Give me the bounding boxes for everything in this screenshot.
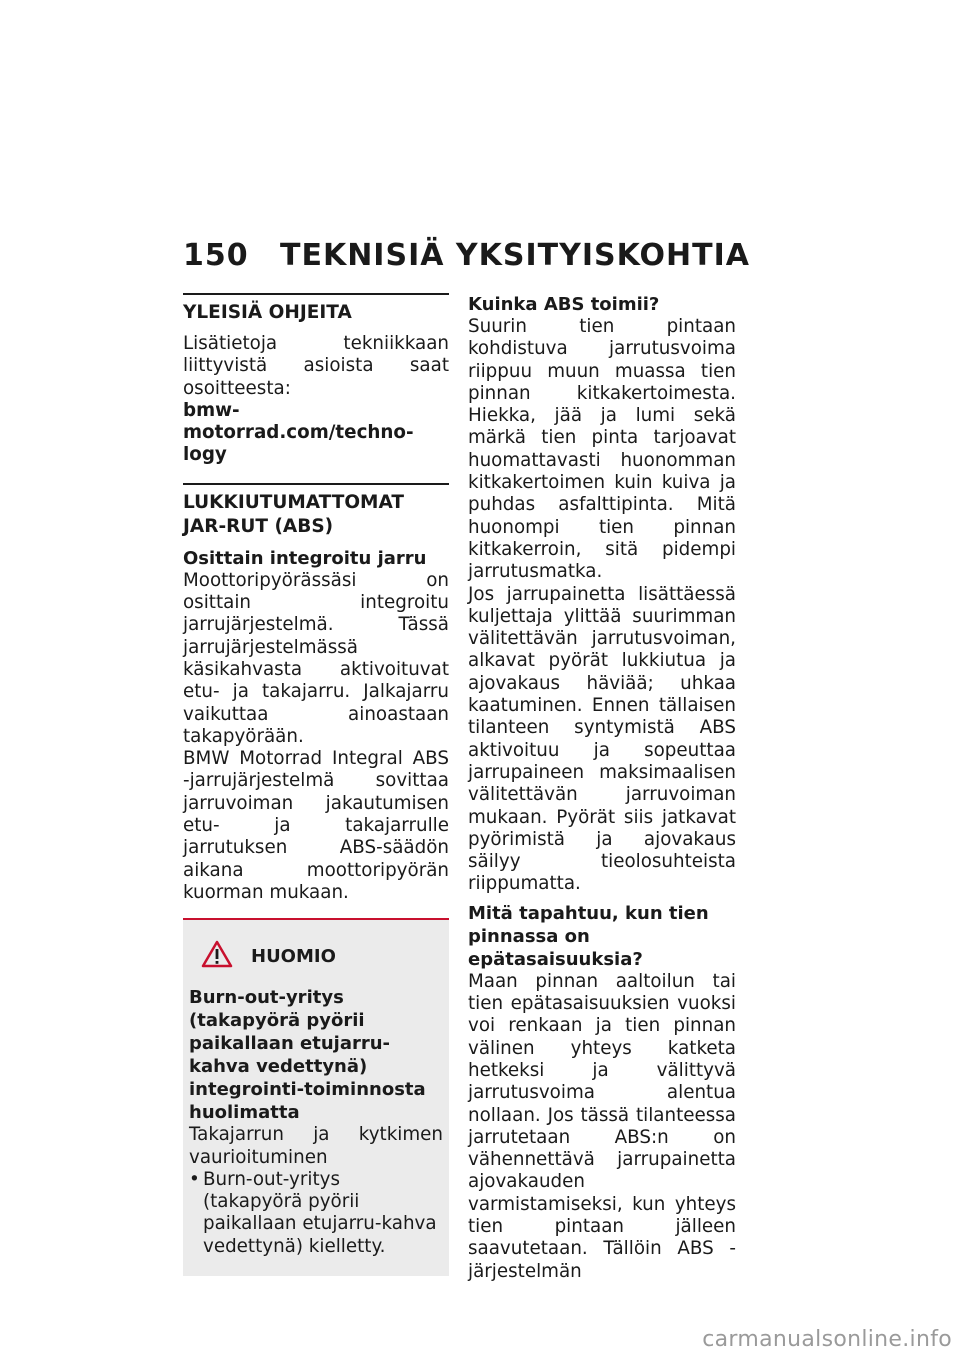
- notice-bullet-text: Burn-out-yritys (takapyörä pyörii paikallaan etujarru-kahva vedettynä) kielletty.: [203, 1168, 437, 1257]
- chapter-title: TEKNISIÄ YKSITYISKOHTIA: [280, 238, 750, 273]
- how-paragraph-1: Suurin tien pintaan kohdistuva jarrutusvoima riippuu muun muassa tien pinnan kitkakertoimesta. Hiekka, jää ja lumi sekä märkä tien pinta tarjoavat huomattavasti huonomman kitkakertoimen kuin kuiva ja puhdas asfalttipinta. Mitä huonompi tien pinnan kitkakerroin, sitä pidempi jarrutusmatka.: [468, 316, 736, 583]
- general-text: Lisätietoja tekniikkaan liittyvistä asioista saat osoitteesta:: [183, 333, 449, 399]
- page-number: 150: [183, 238, 249, 273]
- notice-heading: Burn-out-yritys (takapyörä pyörii paikallaan etujarru-kahva vedettynä) integrointi-toiminnosta huolimatta: [189, 987, 426, 1124]
- notice-box: [183, 918, 449, 1276]
- uneven-title: Mitä tapahtuu, kun tien pinnassa on epätasaisuuksia?: [468, 902, 709, 970]
- right-column: [468, 293, 736, 1283]
- abs-title: LUKKIUTUMATTOMAT JAR-RUT (ABS): [183, 491, 404, 537]
- bullet-icon: •: [189, 1168, 200, 1190]
- section-rule: [183, 293, 449, 295]
- notice-consequence: Takajarrun ja kytkimen vaurioituminen: [189, 1124, 443, 1168]
- page-header: [183, 238, 750, 273]
- how-paragraph-2: Jos jarrupainetta lisättäessä kuljettaja ylittää suurimman välitettävän jarrutusvoiman, alkavat pyörät lukkiutua ja ajovakaus häviää; uhkaa kaatuminen. Ennen tällaisen tilanteen syntymistä ABS aktivoituu ja sopeuttaa jarrupaineen maksimaalisen välitettävän jarruvoiman mukaan. Pyörät siis jatkavat pyörimistä ja ajovakaus säilyy tieolosuhteista riippumatta.: [468, 583, 736, 895]
- how-title: Kuinka ABS toimii?: [468, 294, 660, 315]
- notice-label: HUOMIO: [251, 945, 336, 967]
- left-column: [183, 293, 449, 1276]
- warning-triangle-icon: [201, 940, 251, 972]
- watermark: carmanualsonline.info: [702, 1327, 952, 1352]
- section-rule: [183, 483, 449, 485]
- general-title: YLEISIÄ OHJEITA: [183, 302, 352, 323]
- notice-header: [201, 940, 443, 972]
- uneven-paragraph-1: Maan pinnan aaltoilun tai tien epätasaisuuksien vuoksi voi renkaan ja tien pinnan välinen yhteys katketa hetkeksi ja välittyvä jarrutusvoima alentua nollaan. Jos tässä tilanteessa jarrutetaan ABS:n on vähennettävä jarrupainetta ajovakauden varmistamiseksi, kun yhteys tien pintaan jälleen saavutetaan. Tällöin ABS -järjestelmän: [468, 970, 736, 1282]
- abs-paragraph-2: BMW Motorrad Integral ABS -jarrujärjestelmä sovittaa jarruvoiman jakautumisen etu- ja takajarrulle jarrutuksen ABS-säädön aikana moottoripyörän kuorman mukaan.: [183, 748, 449, 903]
- notice-bullet: [189, 1169, 443, 1258]
- general-link[interactable]: bmw-motorrad.com/techno-logy: [183, 399, 414, 466]
- abs-paragraph-1: Moottoripyörässäsi on osittain integroitu jarrujärjestelmä. Tässä jarrujärjestelmässä käsikahvasta aktivoituvat etu- ja takajarru. Jalkajarru vaikuttaa ainoastaan takapyörään.: [183, 569, 449, 747]
- abs-subtitle: Osittain integroitu jarru: [183, 547, 427, 569]
